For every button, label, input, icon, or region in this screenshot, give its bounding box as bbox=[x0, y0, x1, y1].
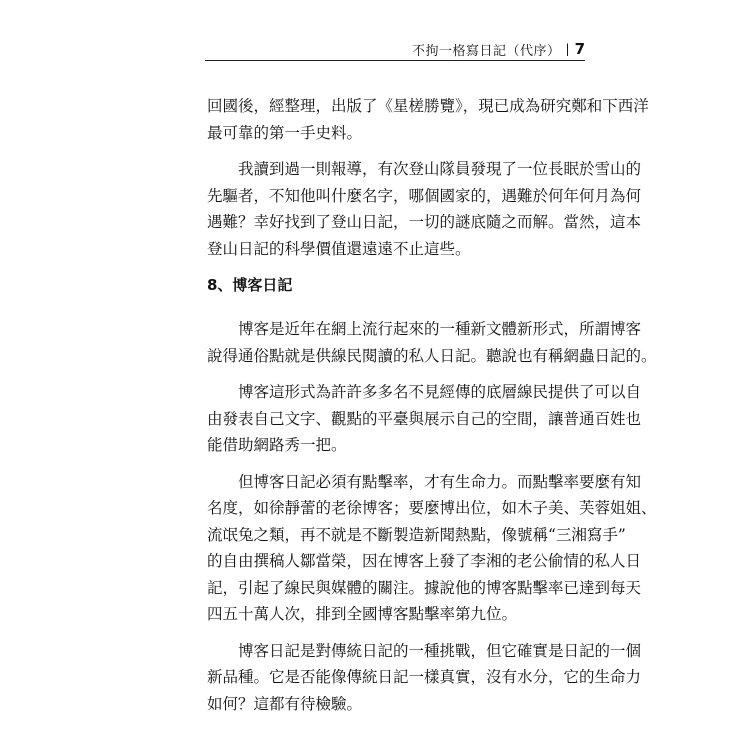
text-line: 但博客日記必須有點擊率，才有生命力。而點擊率要麼有知 bbox=[238, 472, 642, 491]
text-line: 由發表自己文字、觀點的平臺與展示自己的空間，讓普通百姓也 bbox=[207, 409, 642, 428]
text-line: 四五十萬人次，排到全國博客點擊率第九位。 bbox=[207, 605, 518, 623]
paragraph bbox=[207, 379, 642, 459]
text-line: 博客日記是對傳統日記的一種挑戰，但它確實是日記的一個 bbox=[238, 641, 642, 660]
paragraph bbox=[207, 638, 642, 718]
text-line: 名度，如徐靜蕾的老徐博客；要麼博出位，如木子美、芙蓉姐姐、 bbox=[207, 499, 657, 517]
text-line: 記，引起了線民與媒體的關注。據說他的博客點擊率已達到每天 bbox=[207, 578, 642, 597]
text-line: 登山日記的科學價值還遠遠不止這些。 bbox=[207, 239, 471, 258]
text-line: 流氓兔之類，再不就是不斷製造新聞熱點，像號稱“三湘寫手” bbox=[207, 525, 626, 544]
text-line: 博客是近年在網上流行起來的一種新文體新形式，所謂博客 bbox=[238, 320, 642, 338]
paragraph bbox=[207, 469, 657, 628]
text-line: 的自由撰稿人鄒當榮，因在博客上發了李湘的老公偷情的私人日 bbox=[207, 552, 642, 570]
text-line: 說得通俗點就是供線民閱讀的私人日記。聽說也有稱網蟲日記的。 bbox=[207, 346, 657, 365]
paragraph bbox=[207, 156, 642, 262]
text-line: 如何？這都有待檢驗。 bbox=[207, 694, 363, 713]
running-header bbox=[205, 38, 585, 61]
paragraph bbox=[207, 316, 657, 369]
text-line: 新品種。它是否能像傳統日記一樣真實，沒有水分，它的生命力 bbox=[207, 668, 642, 686]
text-line: 遇難？幸好找到了登山日記，一切的謎底隨之而解。當然，這本 bbox=[207, 213, 642, 231]
text-line: 我讀到過一則報導，有次登山隊員發現了一位長眠於雪山的 bbox=[238, 160, 642, 178]
header-separator: | bbox=[565, 42, 570, 56]
section-heading: 8、博客日記 bbox=[207, 276, 293, 294]
text-line: 回國後，經整理，出版了《星槎勝覽》，現已成為研究鄭和下西洋 bbox=[207, 97, 649, 115]
body-text bbox=[207, 93, 657, 727]
paragraph bbox=[207, 93, 649, 146]
text-line: 博客這形式為許許多多名不見經傳的底層線民提供了可以自 bbox=[238, 383, 642, 401]
page-number: 7 bbox=[574, 40, 585, 58]
text-line: 最可靠的第一手史料。 bbox=[207, 123, 363, 142]
running-title: 不拘一格寫日記（代序） bbox=[412, 43, 561, 59]
text-line: 先驅者，不知他叫什麼名字，哪個國家的，遇難於何年何月為何 bbox=[207, 186, 642, 205]
text-line: 能借助網路秀一把。 bbox=[207, 436, 347, 454]
